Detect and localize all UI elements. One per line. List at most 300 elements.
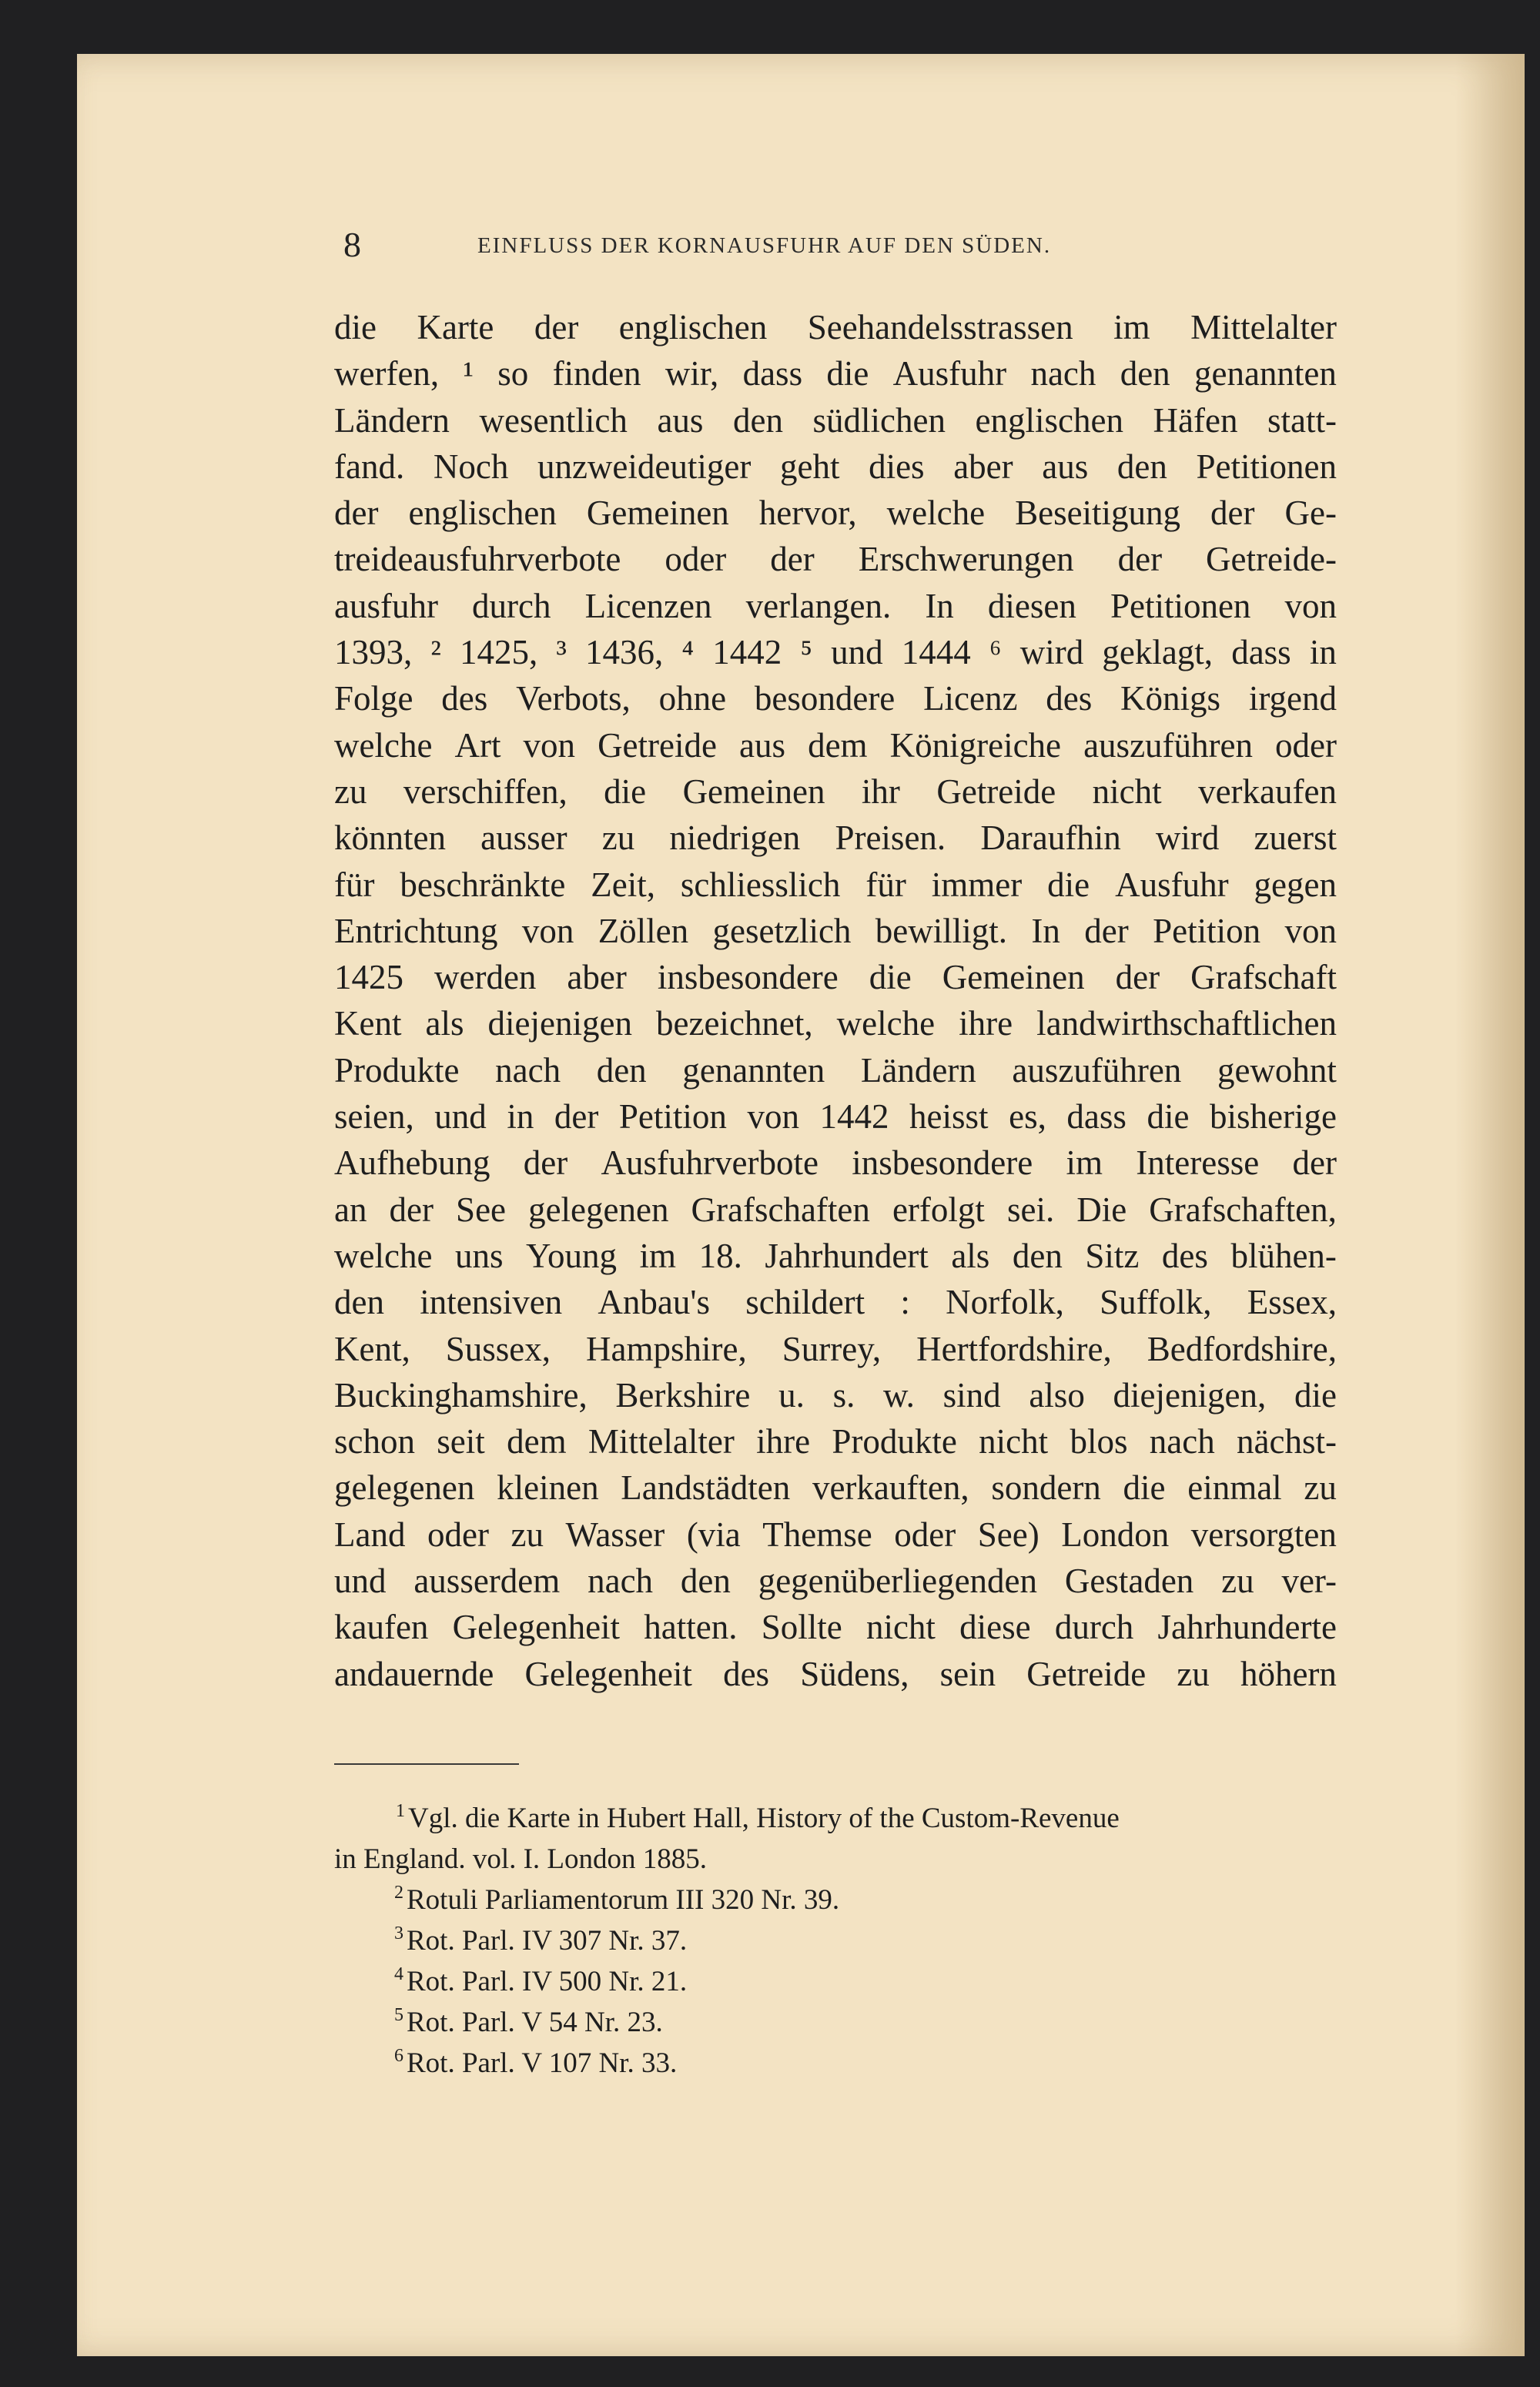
word: der [334, 494, 379, 533]
word: genannten [1194, 354, 1337, 393]
word: einmal [1187, 1468, 1282, 1508]
word: blos [1070, 1422, 1128, 1461]
word: der [554, 1097, 599, 1137]
word: dass [1231, 633, 1291, 672]
footnote-4 [334, 1961, 1337, 2002]
word: Ländern [334, 400, 450, 440]
word: die [1147, 1097, 1190, 1137]
word: als [425, 1004, 464, 1043]
word: diejenigen, [1113, 1375, 1267, 1414]
word: gegen [1254, 865, 1337, 904]
word: englischen [618, 308, 768, 346]
text-line [334, 1279, 1337, 1325]
word: Buckinghamshire, [334, 1375, 588, 1414]
word: aus [1042, 447, 1089, 486]
word: bewilligt. [875, 911, 1008, 950]
word: : [900, 1283, 910, 1322]
word: Gestaden [1064, 1562, 1194, 1601]
word: w. [883, 1375, 915, 1414]
word: nicht [1092, 772, 1162, 811]
word: In [925, 586, 954, 625]
word: Getreide- [1206, 540, 1337, 579]
word: intensiven [420, 1283, 563, 1322]
word: nach [1149, 1422, 1215, 1461]
word: treideausfuhrverbote [334, 540, 621, 579]
word: genannten [682, 1050, 825, 1090]
word: Getreide [1026, 1654, 1147, 1693]
word: dem [808, 725, 868, 765]
word: (via [686, 1515, 741, 1554]
word: Landstädten [621, 1468, 791, 1508]
footnote-mark: 5 [394, 2005, 403, 2025]
word: an [334, 1190, 367, 1229]
word: Sitz [1085, 1236, 1140, 1275]
word: fand. [334, 447, 405, 486]
word: sei. [1006, 1190, 1055, 1229]
text-line [334, 862, 1337, 908]
word: Verbots, [516, 679, 631, 718]
word: See [456, 1190, 507, 1229]
word: welche [836, 1004, 936, 1043]
word: Grafschaften [691, 1190, 870, 1229]
word: oder [1275, 725, 1337, 765]
text-line [334, 815, 1337, 861]
word: die [1047, 865, 1090, 904]
word: der [1210, 494, 1255, 533]
word: nicht [865, 1608, 936, 1647]
word: schliesslich [680, 865, 841, 904]
word: Interesse [1136, 1143, 1260, 1183]
word: aber [953, 447, 1013, 486]
word: oder [427, 1515, 489, 1554]
word: im [1066, 1143, 1103, 1183]
word: immer [931, 865, 1023, 904]
word: südlichen [812, 400, 946, 440]
footnote-mark: 4 [394, 1964, 403, 1984]
word: Karte [417, 308, 494, 346]
word: ⁵ [800, 633, 813, 672]
word: Seehandelsstrassen [807, 308, 1073, 346]
word: Königs [1120, 679, 1221, 718]
word: der [1292, 1143, 1337, 1183]
word: ihre [756, 1422, 811, 1461]
word: auszuführen [1083, 725, 1253, 765]
word: versorgten [1190, 1515, 1337, 1554]
word: der [523, 1143, 568, 1183]
text-line [334, 675, 1337, 721]
word: Getreide [598, 725, 717, 765]
word: welche [334, 725, 433, 765]
footnote-6 [334, 2043, 1337, 2084]
word: Königreiche [889, 725, 1062, 765]
word: erfolgt [892, 1190, 985, 1229]
word: Essex, [1247, 1283, 1337, 1322]
word: wesentlich [479, 400, 628, 440]
footnote-separator [334, 1763, 519, 1765]
word: der [1115, 958, 1160, 997]
page-number: 8 [343, 225, 361, 264]
word: insbesondere [657, 958, 839, 997]
word: kaufen [334, 1608, 429, 1647]
running-title: EINFLUSS DER KORNAUSFUHR AUF DEN SÜDEN. [477, 233, 1052, 258]
text-line [334, 908, 1337, 954]
word: des [1046, 679, 1093, 718]
word: aus [739, 725, 786, 765]
word: ihr [861, 772, 900, 811]
text-line [334, 1372, 1337, 1418]
text-line [334, 1140, 1337, 1186]
word: statt- [1267, 400, 1337, 440]
word: Folge [334, 679, 413, 718]
word: finden [552, 354, 641, 393]
word: Südens, [800, 1654, 909, 1693]
word: Mittelalter [1190, 308, 1337, 346]
word: 18. [698, 1236, 742, 1275]
word: werfen, [334, 354, 440, 393]
word: zu [1221, 1562, 1254, 1601]
text-line [334, 444, 1337, 490]
word: 1393, [334, 633, 413, 672]
text-line [334, 768, 1337, 815]
footnote-1-continuation: in England. vol. I. London 1885. [334, 1843, 708, 1875]
footnote-2-text: Rotuli Parliamentorum III 320 Nr. 39. [407, 1884, 840, 1916]
text-line [334, 1326, 1337, 1372]
word: so [497, 354, 529, 393]
word: durch [472, 586, 551, 625]
word: hervor, [758, 494, 857, 533]
word: besondere [754, 679, 896, 718]
word: u. [778, 1375, 805, 1414]
word: Gemeinen [682, 772, 825, 811]
word: 1425 [334, 958, 403, 997]
word: zu [511, 1515, 544, 1554]
word: ⁴ [681, 633, 695, 672]
page-edge-shadow [1455, 54, 1525, 2356]
word: Petitionen [1110, 586, 1251, 625]
text-line [334, 1047, 1337, 1093]
word: Ausfuhr [1115, 865, 1229, 904]
word: englischen [408, 494, 557, 533]
word: den [680, 1562, 731, 1601]
word: Land [334, 1515, 406, 1554]
word: Gemeinen [942, 958, 1085, 997]
word: uns [454, 1236, 504, 1275]
word: den [334, 1283, 384, 1322]
footnote-3 [334, 1920, 1337, 1961]
word: diejenigen [487, 1004, 632, 1043]
word: der [770, 540, 815, 579]
word: könnten [334, 819, 446, 858]
word: in [507, 1097, 534, 1137]
word: irgend [1248, 679, 1337, 718]
word: Produkte [832, 1422, 957, 1461]
word: also [1029, 1375, 1085, 1414]
word: aus [657, 400, 704, 440]
footnote-6-text: Rot. Parl. V 107 Nr. 33. [407, 2047, 678, 2079]
word: wird [1155, 819, 1220, 858]
footnote-mark: 3 [394, 1923, 403, 1943]
word: Ge- [1284, 494, 1337, 533]
word: und [334, 1562, 387, 1601]
word: gelegenen [528, 1190, 669, 1229]
word: Zöllen [598, 911, 689, 950]
text-line [334, 1512, 1337, 1558]
word: Ausfuhr [892, 354, 1007, 393]
text-line [334, 397, 1337, 444]
word: Sussex, [445, 1329, 551, 1368]
footnote-4-text: Rot. Parl. IV 500 Nr. 21. [407, 1966, 688, 1997]
word: nach [495, 1050, 561, 1090]
word: diesen [987, 586, 1076, 625]
word: gesetzlich [712, 911, 852, 950]
word: oder [894, 1515, 956, 1554]
footnote-5-text: Rot. Parl. V 54 Nr. 23. [407, 2007, 663, 2038]
word: beschränkte [400, 865, 566, 904]
text-line [334, 1233, 1337, 1279]
word: Die [1076, 1190, 1127, 1229]
word: verschiffen, [403, 772, 567, 811]
word: zu [1177, 1654, 1210, 1693]
word: höhern [1240, 1654, 1337, 1693]
word: Ländern [860, 1050, 976, 1090]
word: Getreide [936, 772, 1056, 811]
word: sein [939, 1654, 996, 1693]
text-line [334, 629, 1337, 675]
word: London [1061, 1515, 1170, 1554]
word: sondern [991, 1468, 1101, 1508]
word: Daraufhin [980, 819, 1121, 858]
word: auszuführen [1012, 1050, 1182, 1090]
text-line [334, 1187, 1337, 1233]
word: Preisen. [835, 819, 946, 858]
text-line [334, 1418, 1337, 1465]
word: Jahrhunderte [1157, 1608, 1337, 1647]
word: die [1123, 1468, 1166, 1508]
word: kleinen [497, 1468, 599, 1508]
word: hatten. [644, 1608, 738, 1647]
word: dies [869, 447, 925, 486]
word: verlangen. [745, 586, 892, 625]
word: geht [779, 447, 840, 486]
word: welche [886, 494, 986, 533]
word: von [1284, 586, 1337, 625]
text-line [334, 722, 1337, 768]
word: Erschwerungen [858, 540, 1074, 579]
word: In [1031, 911, 1060, 950]
word: Licenz [923, 679, 1018, 718]
word: wird [1019, 633, 1084, 672]
word: ³ [556, 633, 567, 672]
word: Mittelalter [588, 1422, 735, 1461]
word: der [1084, 911, 1129, 950]
word: heisst [909, 1097, 989, 1137]
word: Noch [433, 447, 509, 486]
text-line [334, 304, 1337, 350]
word: See) [977, 1515, 1040, 1554]
word: englischen [975, 400, 1123, 440]
word: und [434, 1097, 487, 1137]
word: Produkte [334, 1050, 460, 1090]
word: Kent [334, 1004, 402, 1043]
text-line [334, 1604, 1337, 1650]
word: nicht [979, 1422, 1049, 1461]
text-line [334, 490, 1337, 536]
word: Hampshire, [586, 1329, 747, 1368]
word: und [831, 633, 883, 672]
word: den [1120, 354, 1170, 393]
text-line [334, 954, 1337, 1000]
word: Grafschaften, [1149, 1190, 1337, 1229]
word: den [1116, 447, 1167, 486]
word: von [523, 725, 576, 765]
word: s. [832, 1375, 855, 1414]
word: gelegenen [334, 1468, 475, 1508]
footnote-mark: 2 [394, 1883, 403, 1903]
word: des [1161, 1236, 1208, 1275]
word: der [534, 308, 579, 346]
word: ihre [959, 1004, 1013, 1043]
footnote-5 [334, 2002, 1337, 2043]
word: insbesondere [852, 1143, 1033, 1183]
word: dass [1066, 1097, 1127, 1137]
word: 1442 [819, 1097, 889, 1137]
word: Anbau's [598, 1283, 710, 1322]
word: die [334, 308, 377, 346]
word: Bedfordshire, [1147, 1329, 1337, 1368]
word: Aufhebung [334, 1143, 490, 1183]
word: für [334, 865, 375, 904]
footnote-3-text: Rot. Parl. IV 307 Nr. 37. [407, 1925, 688, 1957]
word: geklagt, [1102, 633, 1214, 672]
word: Beseitigung [1015, 494, 1181, 533]
word: Petition [1153, 911, 1261, 950]
word: die [1294, 1375, 1337, 1414]
word: andauernde [334, 1654, 494, 1693]
word: der [389, 1190, 434, 1229]
text-line [334, 1651, 1337, 1697]
word: Kent, [334, 1329, 410, 1368]
word: Gemeinen [586, 494, 729, 533]
word: 1444 [901, 633, 971, 672]
word: nächst- [1237, 1422, 1337, 1461]
word: niedrigen [669, 819, 801, 858]
word: zu [601, 819, 635, 858]
word: verkauften, [812, 1468, 969, 1508]
word: nach [588, 1562, 654, 1601]
word: als [951, 1236, 990, 1275]
word: wir, [665, 354, 719, 393]
word: zu [334, 772, 367, 811]
word: bisherige [1209, 1097, 1337, 1137]
word: ⁶ [989, 633, 1002, 672]
word: aber [567, 958, 627, 997]
word: 1436, [585, 633, 664, 672]
word: Petition [618, 1097, 727, 1137]
text-line [334, 1465, 1337, 1511]
text-line [334, 536, 1337, 582]
word: gegenüberliegenden [758, 1562, 1038, 1601]
word: den [733, 400, 783, 440]
word: dem [507, 1422, 567, 1461]
word: die [826, 354, 869, 393]
word: die [869, 958, 912, 997]
word: Gelegenheit [452, 1608, 621, 1647]
word: seien, [334, 1097, 414, 1137]
text-line [334, 1093, 1337, 1140]
word: Petitionen [1196, 447, 1337, 486]
word: Surrey, [782, 1329, 882, 1368]
word: von [521, 911, 574, 950]
word: des [723, 1654, 770, 1693]
word: werden [434, 958, 537, 997]
word: unzweideutiger [537, 447, 752, 486]
word: im [639, 1236, 677, 1275]
word: Suffolk, [1100, 1283, 1212, 1322]
word: es, [1009, 1097, 1046, 1137]
word: 1442 [712, 633, 782, 672]
word: von [1284, 911, 1337, 950]
word: durch [1054, 1608, 1134, 1647]
word: Sollte [761, 1608, 842, 1647]
word: ausser [480, 819, 567, 858]
word: von [747, 1097, 799, 1137]
word: Gelegenheit [524, 1654, 692, 1693]
word: Berkshire [615, 1375, 751, 1414]
word: schildert [745, 1283, 865, 1322]
word: Ausfuhrverbote [601, 1143, 819, 1183]
word: ausserdem [413, 1562, 561, 1601]
word: verkaufen [1198, 772, 1337, 811]
word: ausfuhr [334, 586, 438, 625]
text-line [334, 350, 1337, 397]
word: Art [454, 725, 501, 765]
footnote-1 [334, 1798, 1337, 1839]
footnote-1-line1 [396, 1798, 1120, 1839]
word: Jahrhundert [765, 1236, 929, 1275]
word: ohne [658, 679, 727, 718]
footnote-mark: 1 [396, 1801, 405, 1821]
word: welche [334, 1236, 433, 1275]
word: im [1113, 308, 1150, 346]
word: oder [665, 540, 727, 579]
word: für [865, 865, 906, 904]
word: Entrichtung [334, 911, 498, 950]
word: bezeichnet, [656, 1004, 813, 1043]
word: Themse [762, 1515, 872, 1554]
text-line [334, 583, 1337, 629]
word: ver- [1281, 1562, 1337, 1601]
word: 1425, [460, 633, 538, 672]
word: Licenzen [584, 586, 712, 625]
word: landwirthschaftlichen [1036, 1004, 1337, 1043]
word: Häfen [1153, 400, 1238, 440]
footnote-mark: 6 [394, 2046, 403, 2066]
word: nach [1030, 354, 1096, 393]
word: in [1309, 633, 1337, 672]
word: zu [1304, 1468, 1337, 1508]
body-text [334, 304, 1337, 1697]
word: diese [959, 1608, 1031, 1647]
word: die [604, 772, 647, 811]
word: ² [430, 633, 441, 672]
word: den [1012, 1236, 1063, 1275]
word: sind [942, 1375, 1001, 1414]
word: ¹ [463, 354, 474, 393]
word: Grafschaft [1190, 958, 1337, 997]
footnote-1-text: Vgl. die Karte in Hubert Hall, History of the Custom-Revenue [408, 1803, 1120, 1834]
footnotes [334, 1798, 1337, 2084]
word: zuerst [1254, 819, 1337, 858]
